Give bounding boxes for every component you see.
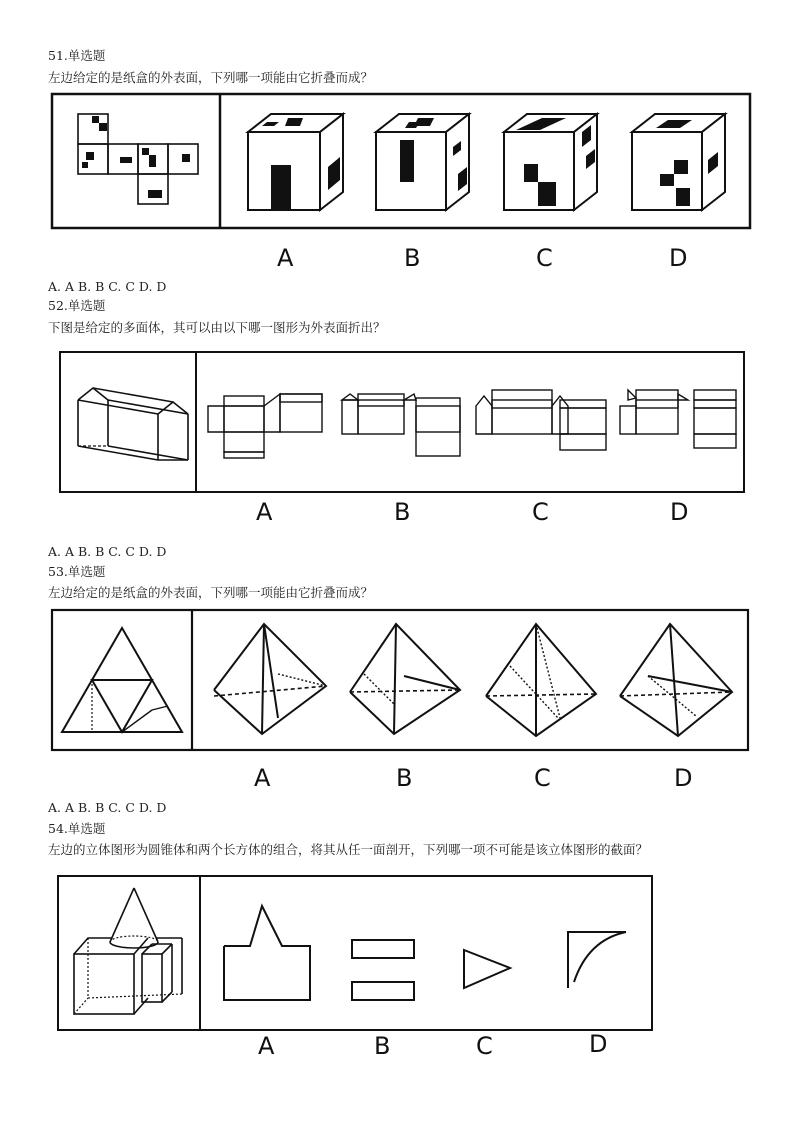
q51-cube-a — [248, 114, 343, 210]
q51-header: 51.单选题 — [48, 48, 106, 63]
q52-label-c: C — [532, 498, 549, 526]
q54-prompt: 左边的立体图形为圆锥体和两个长方体的组合，将其从任一面剖开，下列哪一项不可能是该立体图形的截面？ — [48, 842, 649, 857]
q53-header: 53.单选题 — [48, 564, 106, 579]
q54-shape-c — [464, 950, 510, 988]
q52-polyhedron — [78, 388, 188, 460]
q52-answers: A. A B. B C. C D. D — [48, 544, 167, 559]
q51-net — [78, 114, 198, 204]
q53-prompt: 左边给定的是纸盒的外表面，下列哪一项能由它折叠而成？ — [48, 585, 374, 600]
q53-label-d: D — [674, 764, 693, 792]
q52-figure — [48, 350, 752, 530]
q51-answers: A. A B. B C. C D. D — [48, 279, 167, 294]
q54-label-a: A — [258, 1032, 275, 1060]
q52-net-d — [620, 390, 736, 448]
q53-label-b: B — [396, 764, 413, 792]
q54-label-d: D — [589, 1030, 608, 1058]
q52-label-a: A — [256, 498, 273, 526]
q54-shape-b — [352, 940, 414, 1000]
q52-net-a — [208, 394, 322, 458]
q51-label-c: C — [536, 244, 553, 272]
q53-label-c: C — [534, 764, 551, 792]
q52-label-d: D — [670, 498, 689, 526]
q53-answers: A. A B. B C. C D. D — [48, 800, 167, 815]
q53-net — [62, 628, 182, 732]
q53-pyramid-d — [620, 624, 732, 736]
q51-label-d: D — [669, 244, 688, 272]
q53-label-a: A — [254, 764, 271, 792]
q51-label-a: A — [277, 244, 294, 272]
q53-pyramid-a — [214, 624, 326, 734]
q52-net-b — [342, 394, 460, 456]
q54-shape-a — [224, 906, 310, 1000]
q54-shape-d — [568, 932, 626, 988]
q51-cube-b — [376, 114, 469, 210]
q51-label-b: B — [404, 244, 421, 272]
q54-label-c: C — [476, 1032, 493, 1060]
q51-figure — [48, 92, 752, 278]
q53-pyramid-b — [350, 624, 460, 734]
q54-label-b: B — [374, 1032, 391, 1060]
q54-figure — [48, 870, 668, 1066]
q52-net-c — [476, 390, 606, 450]
q52-label-b: B — [394, 498, 411, 526]
q52-prompt: 下图是给定的多面体，其可以由以下哪一图形为外表面折出？ — [48, 320, 386, 335]
q53-figure — [48, 606, 752, 794]
q54-header: 54.单选题 — [48, 821, 106, 836]
q51-prompt: 左边给定的是纸盒的外表面，下列哪一项能由它折叠而成？ — [48, 70, 374, 85]
q52-header: 52.单选题 — [48, 298, 106, 313]
